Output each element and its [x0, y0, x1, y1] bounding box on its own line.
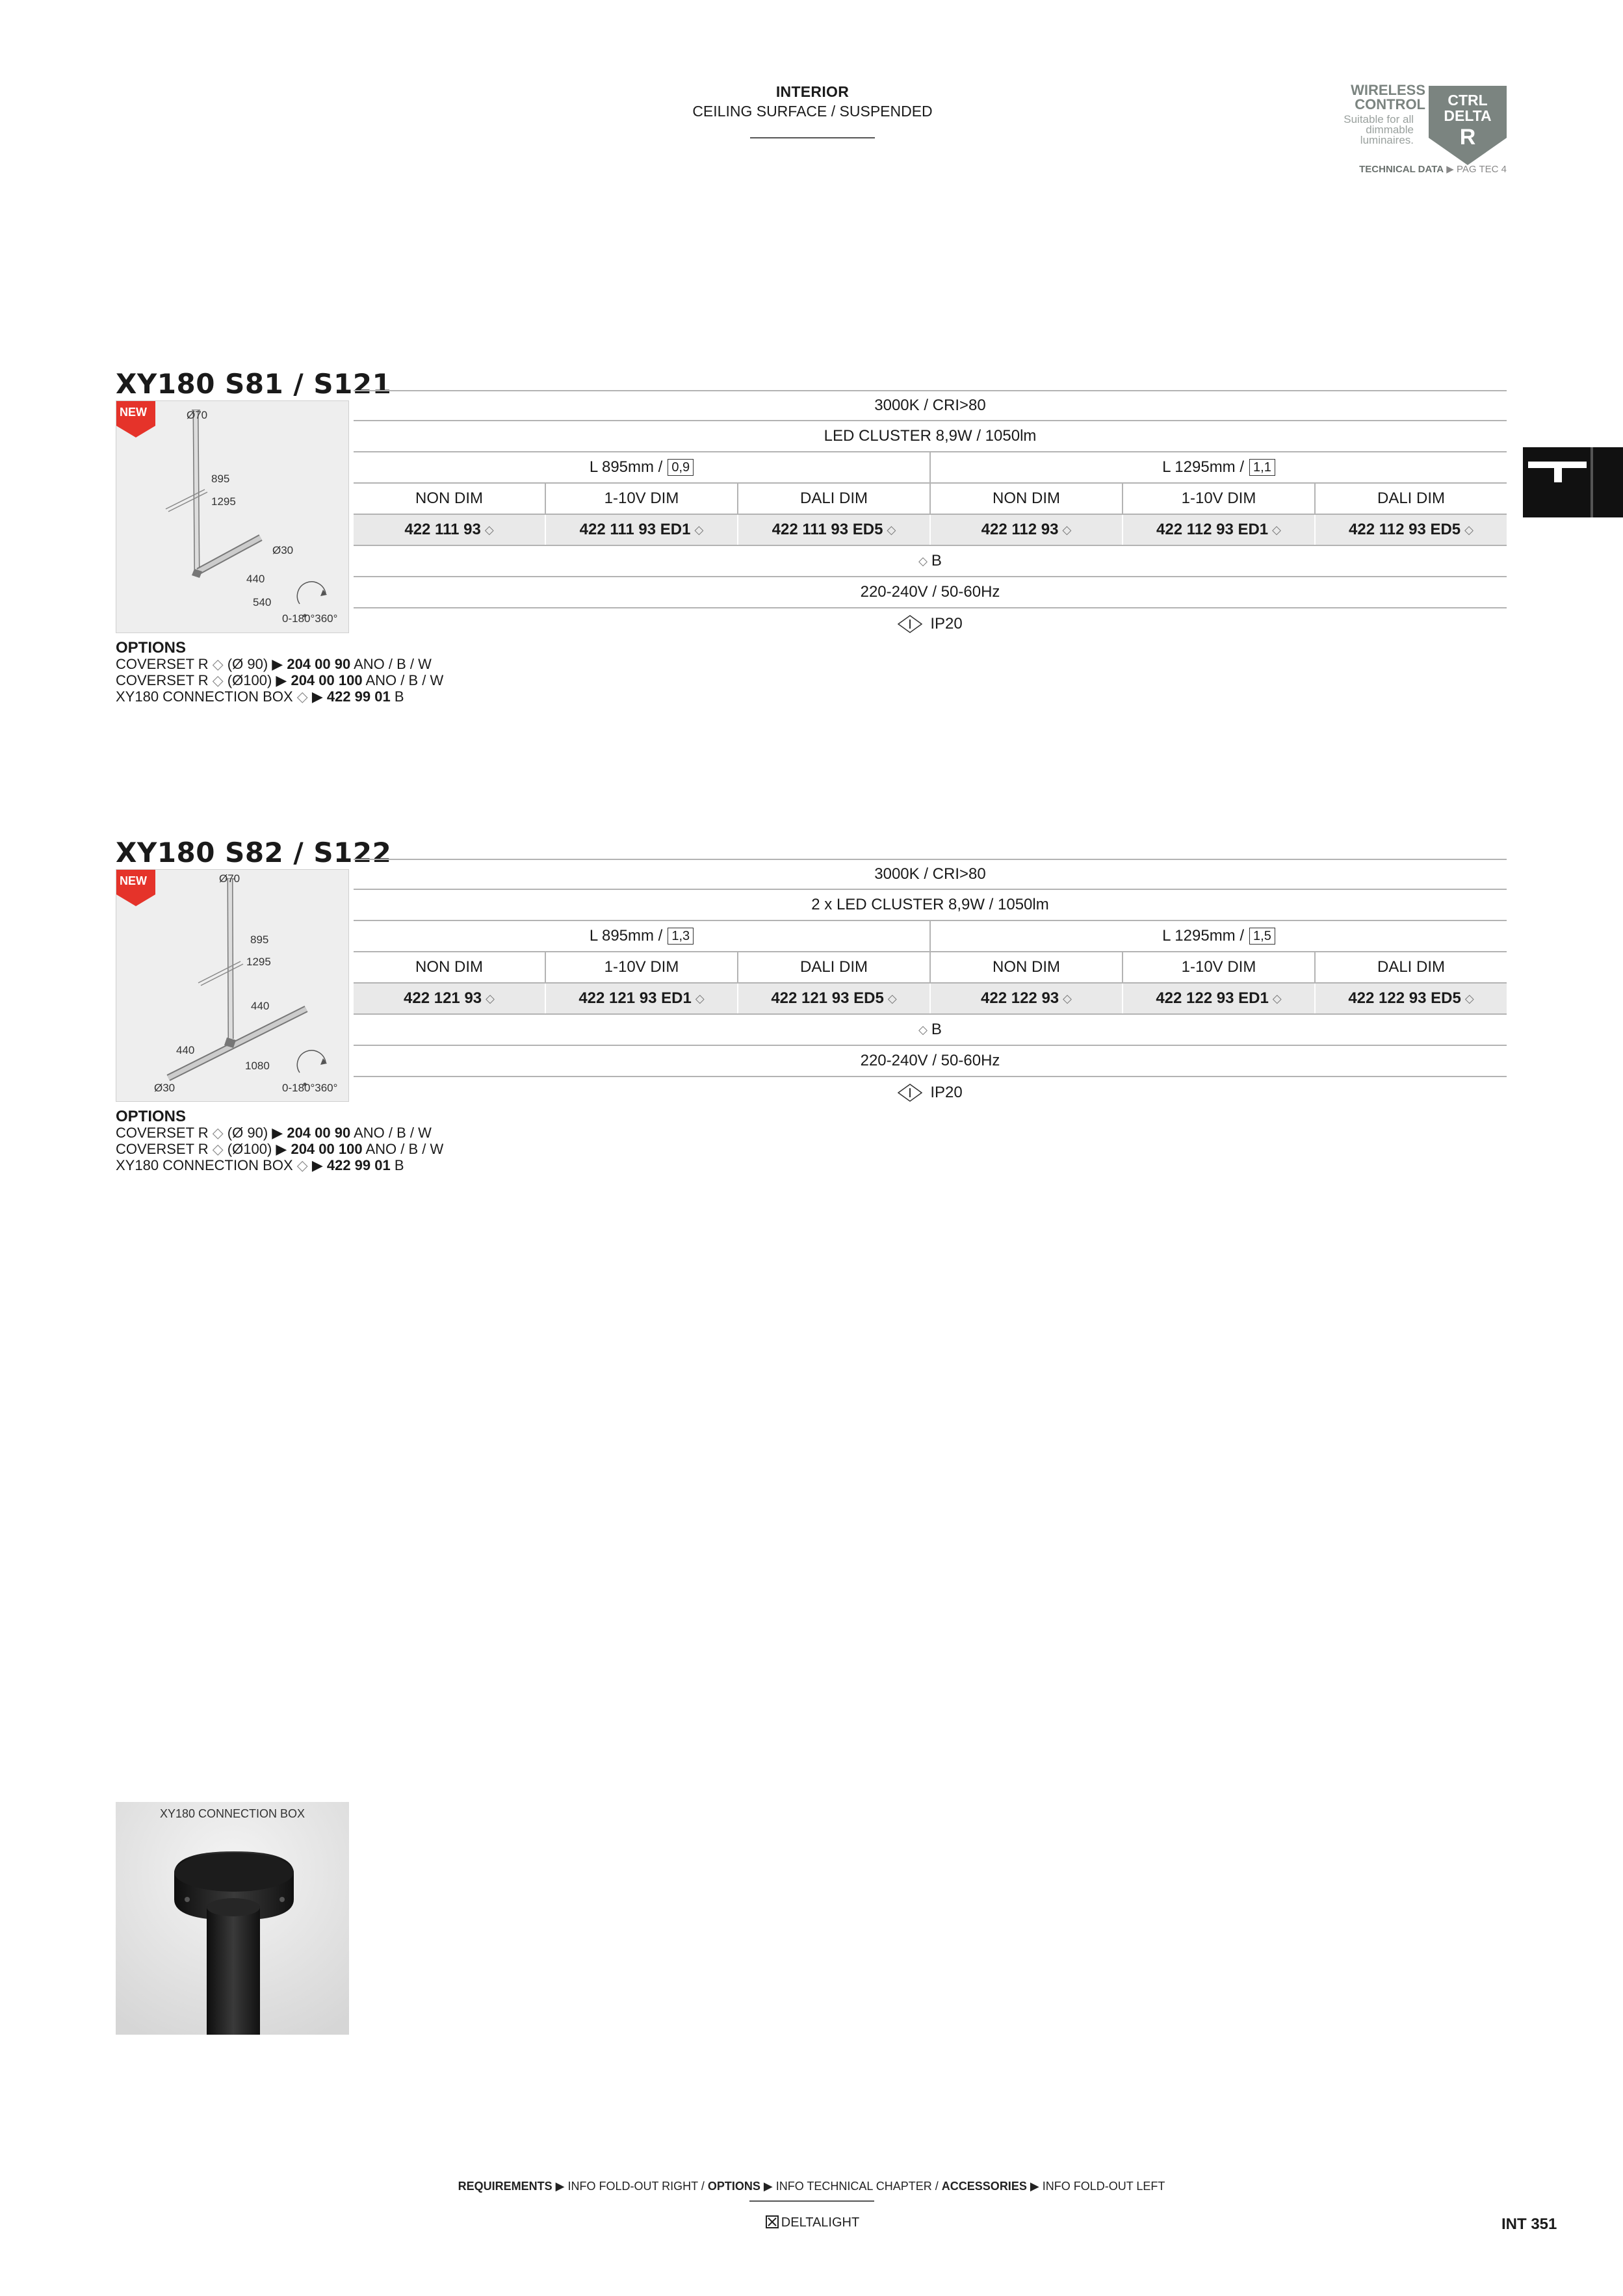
option-finish: B	[394, 1157, 404, 1173]
delta-label: DELTA	[1444, 107, 1492, 124]
diamond-icon: ◇	[212, 1141, 224, 1157]
option-code: 204 00 90	[287, 656, 351, 672]
option-finish: ANO / B / W	[365, 672, 444, 688]
option-detail: (Ø 90)	[227, 656, 268, 672]
wireless-label: WIRELESS	[1351, 82, 1425, 98]
length-a-cell	[354, 921, 929, 951]
product-code-cell[interactable]	[354, 984, 545, 1013]
option-item[interactable]	[116, 1141, 443, 1157]
class-ii-insulation-icon	[898, 615, 922, 633]
option-finish: B	[394, 688, 404, 705]
dimension-2-label: 440	[176, 1044, 195, 1056]
finish-row	[354, 546, 1507, 577]
wireless-control-text	[1344, 83, 1425, 146]
options-title: OPTIONS	[116, 639, 187, 657]
options-text: INFO TECHNICAL CHAPTER /	[775, 2180, 939, 2193]
technical-data-label: TECHNICAL DATA	[1359, 164, 1444, 175]
diamond-icon: ◇	[212, 672, 224, 688]
weight-box: 1,3	[668, 928, 694, 945]
spec-table	[354, 390, 1507, 640]
finish-row	[354, 1015, 1507, 1046]
arrow-right-icon: ▶	[276, 672, 287, 688]
arrow-right-icon: ▶	[272, 656, 283, 672]
option-finish: ANO / B / W	[354, 656, 432, 672]
ctrl-letter: R	[1459, 125, 1476, 150]
option-item[interactable]	[116, 672, 443, 688]
dim-type-cell: NON DIM	[929, 952, 1122, 982]
page-header	[650, 83, 975, 138]
product-title: XY180 S82 / S122	[116, 837, 392, 868]
product-code: 422 111 93 ED5	[772, 521, 883, 538]
diamond-icon: ◇	[918, 554, 928, 567]
weight-box: 1,5	[1249, 928, 1275, 945]
option-code: 422 99 01	[326, 1157, 391, 1173]
section-tab-marker[interactable]	[1523, 447, 1623, 517]
option-finish: ANO / B / W	[365, 1141, 444, 1157]
options-label: OPTIONS	[707, 2180, 760, 2193]
length-a-label: 895	[250, 933, 269, 946]
dim-type-cell: 1-10V DIM	[545, 952, 737, 982]
led-row: LED CLUSTER 8,9W / 1050lm	[354, 421, 1507, 452]
diamond-icon: ◇	[887, 523, 896, 536]
diamond-icon: ◇	[296, 1157, 308, 1173]
option-detail: (Ø100)	[227, 1141, 272, 1157]
product-code-cell[interactable]	[1314, 515, 1507, 545]
option-finish: ANO / B / W	[354, 1125, 432, 1141]
dim-type-cell: DALI DIM	[737, 484, 929, 514]
product-title: XY180 S81 / S121	[116, 368, 392, 400]
product-code: 422 121 93 ED1	[578, 989, 692, 1007]
option-detail: (Ø100)	[227, 672, 272, 688]
diamond-icon: ◇	[296, 688, 308, 705]
spec-table	[354, 859, 1507, 1108]
page-number: INT 351	[1501, 2215, 1557, 2233]
diamond-icon: ◇	[694, 523, 704, 536]
wireless-control-badge	[1344, 83, 1513, 177]
product-code: 422 112 93 ED5	[1349, 521, 1461, 538]
new-badge-label: NEW	[120, 406, 147, 419]
dim-type-row	[354, 952, 1507, 984]
product-code-row	[354, 515, 1507, 546]
option-name: COVERSET R	[116, 656, 209, 672]
brand-name-a: DELTA	[781, 2215, 822, 2230]
dim-type-cell: DALI DIM	[1314, 484, 1507, 514]
side-diameter-label: Ø30	[154, 1082, 175, 1094]
product-code: 422 111 93	[404, 521, 481, 538]
dim-type-row	[354, 484, 1507, 515]
photo-caption: XY180 CONNECTION BOX	[159, 1807, 305, 1820]
voltage-row: 220-240V / 50-60Hz	[354, 577, 1507, 608]
category-title: INTERIOR	[775, 83, 850, 100]
finish-value: B	[931, 1021, 942, 1038]
diamond-icon: ◇	[887, 991, 897, 1005]
ip-rating: IP20	[930, 1084, 963, 1101]
options-title: OPTIONS	[116, 1108, 187, 1125]
ctrl-label: CTRL	[1448, 92, 1488, 109]
dim-type-cell: 1-10V DIM	[1122, 952, 1314, 982]
diamond-icon: ◇	[484, 523, 494, 536]
dimension-1-label: 440	[246, 573, 265, 585]
rotation-label: 0-180°360°	[282, 612, 338, 625]
product-code-cell[interactable]	[1122, 515, 1314, 545]
subcategory-title: CEILING SURFACE / SUSPENDED	[692, 103, 933, 120]
length-b-cell	[929, 921, 1507, 951]
product-code-cell[interactable]	[1314, 984, 1507, 1013]
technical-drawing	[116, 869, 349, 1102]
product-section-2	[116, 837, 1507, 1201]
dim-type-cell: NON DIM	[415, 958, 483, 976]
options-list	[116, 1108, 443, 1173]
length-b-text: L 1295mm /	[1162, 458, 1245, 476]
length-row	[354, 452, 1507, 484]
arrow-right-icon: ▶	[311, 688, 323, 705]
option-item[interactable]	[116, 1157, 443, 1173]
length-row	[354, 921, 1507, 952]
diamond-icon: ◇	[1063, 991, 1072, 1005]
requirements-label: REQUIREMENTS	[458, 2180, 552, 2193]
product-code-cell[interactable]	[545, 984, 737, 1013]
diamond-icon: ◇	[1272, 523, 1281, 536]
diamond-icon: ◇	[1272, 991, 1282, 1005]
diamond-icon: ◇	[1464, 991, 1474, 1005]
arrow-right-icon: ▶	[272, 1125, 283, 1141]
brand-name-b: LIGHT	[821, 2215, 860, 2230]
option-name: COVERSET R	[116, 1141, 209, 1157]
arrow-right-icon: ▶	[1446, 164, 1454, 175]
product-code-cell[interactable]	[929, 984, 1122, 1013]
option-code: 204 00 90	[287, 1125, 351, 1141]
connection-box-image	[116, 1802, 349, 2035]
class-ii-insulation-icon	[898, 1084, 922, 1102]
option-name: COVERSET R	[116, 672, 209, 688]
option-name: XY180 CONNECTION BOX	[116, 688, 293, 705]
accessories-text: INFO FOLD-OUT LEFT	[1042, 2180, 1165, 2193]
dim-type-cell: DALI DIM	[1314, 952, 1507, 982]
diamond-icon: ◇	[1062, 523, 1072, 536]
ctrl-delta-shield-icon	[1429, 86, 1507, 165]
product-code-cell[interactable]	[737, 984, 929, 1013]
length-b-cell	[929, 452, 1507, 482]
finish-value: B	[931, 552, 942, 569]
product-code-cell[interactable]	[737, 515, 929, 545]
diamond-icon: ◇	[486, 991, 495, 1005]
option-code: 204 00 100	[291, 1141, 363, 1157]
arrow-right-icon: ▶	[763, 2180, 773, 2193]
arrow-right-icon: ▶	[555, 2180, 565, 2193]
arrow-right-icon: ▶	[276, 1141, 287, 1157]
suitable-note: Suitable for all dimmable luminaires.	[1344, 113, 1414, 146]
diamond-icon: ◇	[695, 991, 705, 1005]
new-badge-label: NEW	[120, 874, 147, 887]
deltalight-logo-icon	[766, 2215, 779, 2228]
technical-data-link[interactable]	[1344, 163, 1507, 175]
weight-box: 0,9	[668, 459, 694, 476]
option-detail: (Ø 90)	[227, 1125, 268, 1141]
dim-type-cell: NON DIM	[415, 489, 483, 507]
option-name: XY180 CONNECTION BOX	[116, 1157, 293, 1173]
voltage-row: 220-240V / 50-60Hz	[354, 1046, 1507, 1077]
technical-data-ref: PAG TEC 4	[1457, 164, 1507, 175]
header-divider	[750, 137, 875, 138]
product-code: 422 111 93 ED1	[579, 521, 691, 538]
connection-box-photo	[116, 1802, 349, 2035]
side-diameter-label: Ø30	[272, 544, 294, 556]
product-code: 422 122 93	[981, 989, 1059, 1007]
product-code-cell[interactable]	[545, 515, 737, 545]
length-b-text: L 1295mm /	[1162, 927, 1245, 945]
product-code: 422 122 93 ED5	[1348, 989, 1461, 1007]
dim-type-cell: DALI DIM	[737, 952, 929, 982]
requirements-text: INFO FOLD-OUT RIGHT /	[567, 2180, 705, 2193]
product-code: 422 121 93	[404, 989, 482, 1007]
accessories-label: ACCESSORIES	[941, 2180, 1027, 2193]
product-code: 422 121 93 ED5	[771, 989, 884, 1007]
diamond-icon: ◇	[918, 1023, 928, 1036]
product-section-1	[116, 368, 1507, 732]
option-item[interactable]	[116, 688, 443, 705]
product-code: 422 122 93 ED1	[1156, 989, 1269, 1007]
top-diameter-label: Ø70	[187, 409, 208, 421]
color-temp-row: 3000K / CRI>80	[354, 859, 1507, 890]
dimension-2-label: 540	[253, 596, 272, 608]
protection-row	[354, 1077, 1507, 1108]
diamond-icon: ◇	[1464, 523, 1474, 536]
ip-rating: IP20	[930, 615, 963, 633]
technical-drawing	[116, 400, 349, 633]
dim-type-cell: 1-10V DIM	[545, 484, 737, 514]
footer-references	[0, 2180, 1623, 2193]
length-a-label: 895	[211, 473, 230, 485]
dimension-3-label: 1080	[245, 1060, 270, 1072]
arrow-right-icon: ▶	[1030, 2180, 1039, 2193]
dim-type-cell: NON DIM	[929, 484, 1122, 514]
ceiling-suspended-icon	[1523, 447, 1623, 517]
option-code: 422 99 01	[326, 688, 391, 705]
dim-type-cell: 1-10V DIM	[1122, 484, 1314, 514]
option-code: 204 00 100	[291, 672, 363, 688]
length-b-label: 1295	[246, 956, 271, 968]
option-name: COVERSET R	[116, 1125, 209, 1141]
diamond-icon: ◇	[212, 656, 224, 672]
color-temp-row: 3000K / CRI>80	[354, 390, 1507, 421]
arrow-right-icon: ▶	[311, 1157, 323, 1173]
rotation-label: 0-180°360°	[282, 1082, 338, 1094]
diamond-icon: ◇	[212, 1125, 224, 1141]
dimension-1-label: 440	[251, 1000, 270, 1012]
led-row: 2 x LED CLUSTER 8,9W / 1050lm	[354, 890, 1507, 921]
product-code-cell[interactable]	[929, 515, 1122, 545]
option-item[interactable]	[116, 1125, 443, 1141]
length-b-label: 1295	[211, 495, 236, 508]
weight-box: 1,1	[1249, 459, 1275, 476]
product-code: 422 112 93	[981, 521, 1059, 538]
options-list	[116, 640, 443, 705]
option-item[interactable]	[116, 656, 443, 672]
top-diameter-label: Ø70	[219, 872, 240, 885]
product-code-cell[interactable]	[1122, 984, 1314, 1013]
product-code-cell[interactable]	[354, 515, 545, 545]
length-a-cell	[354, 452, 929, 482]
brand-logo	[754, 2215, 871, 2230]
control-label: CONTROL	[1355, 96, 1425, 112]
footer-divider	[749, 2200, 874, 2202]
product-code: 422 112 93 ED1	[1156, 521, 1269, 538]
product-code-row	[354, 984, 1507, 1015]
length-a-text: L 895mm /	[589, 927, 663, 945]
protection-row	[354, 608, 1507, 640]
length-a-text: L 895mm /	[589, 458, 663, 476]
